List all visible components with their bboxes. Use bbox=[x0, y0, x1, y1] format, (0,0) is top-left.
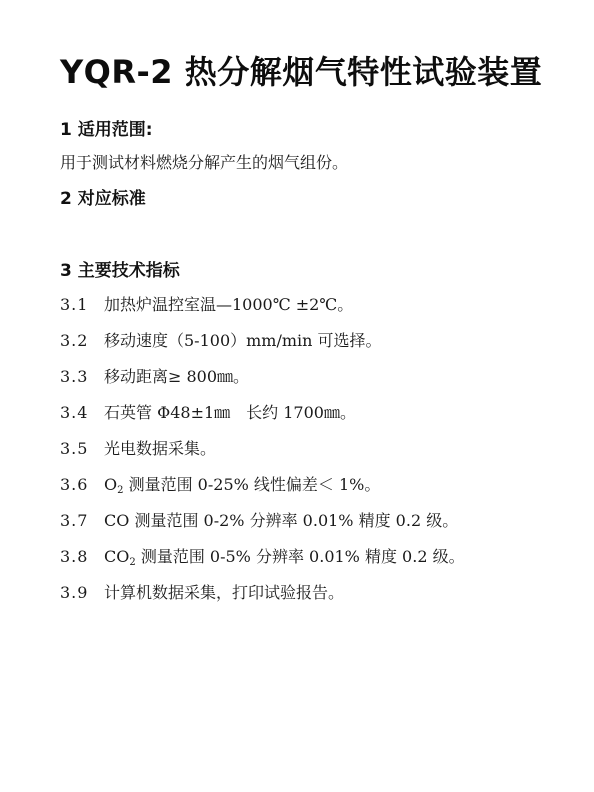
spec-number: 3.7 bbox=[60, 511, 89, 530]
page-title: YQR-2 热分解烟气特性试验装置 bbox=[60, 53, 543, 91]
spec-number: 3.5 bbox=[60, 439, 89, 458]
formula-subscript: 2 bbox=[117, 485, 124, 496]
scope-description: 用于测试材料燃烧分解产生的烟气组份。 bbox=[60, 153, 349, 172]
spec-item bbox=[60, 366, 249, 388]
section-heading-specs: 3 主要技术指标 bbox=[60, 261, 180, 281]
spec-number: 3.9 bbox=[60, 583, 89, 602]
chemical-formula: O bbox=[104, 475, 118, 494]
spec-number: 3.6 bbox=[60, 475, 89, 494]
spec-text: 测量范围 0-25% 线性偏差＜ 1%。 bbox=[123, 475, 381, 494]
spec-item bbox=[60, 582, 344, 604]
spec-item bbox=[60, 510, 458, 532]
spec-number: 3.4 bbox=[60, 403, 89, 422]
spec-text: 移动距离≥ 800㎜。 bbox=[104, 367, 250, 386]
spec-text: 石英管 Φ48±1㎜ 长约 1700㎜。 bbox=[104, 403, 356, 422]
spec-text: 光电数据采集。 bbox=[104, 439, 217, 458]
spec-item bbox=[60, 330, 382, 352]
spec-item bbox=[60, 402, 356, 424]
spec-text: 移动速度（5-100）mm/min 可选择。 bbox=[104, 331, 382, 350]
section-heading-scope: 1 适用范围: bbox=[60, 120, 153, 140]
spec-number: 3.1 bbox=[60, 295, 89, 314]
spec-text: CO 测量范围 0-2% 分辨率 0.01% 精度 0.2 级。 bbox=[104, 511, 459, 530]
spec-number: 3.3 bbox=[60, 367, 89, 386]
spec-item bbox=[60, 546, 465, 568]
spec-text: 计算机数据采集，打印试验报告。 bbox=[104, 583, 345, 602]
spec-item bbox=[60, 294, 353, 316]
spec-item bbox=[60, 438, 216, 460]
spec-item bbox=[60, 474, 380, 496]
formula-subscript: 2 bbox=[129, 557, 136, 568]
section-heading-standards: 2 对应标准 bbox=[60, 189, 146, 209]
spec-text: 测量范围 0-5% 分辨率 0.01% 精度 0.2 级。 bbox=[135, 547, 465, 566]
spec-text: 加热炉温控室温—1000℃ ±2℃。 bbox=[104, 295, 354, 314]
chemical-formula: CO bbox=[104, 547, 130, 566]
spec-number: 3.8 bbox=[60, 547, 89, 566]
spec-number: 3.2 bbox=[60, 331, 89, 350]
